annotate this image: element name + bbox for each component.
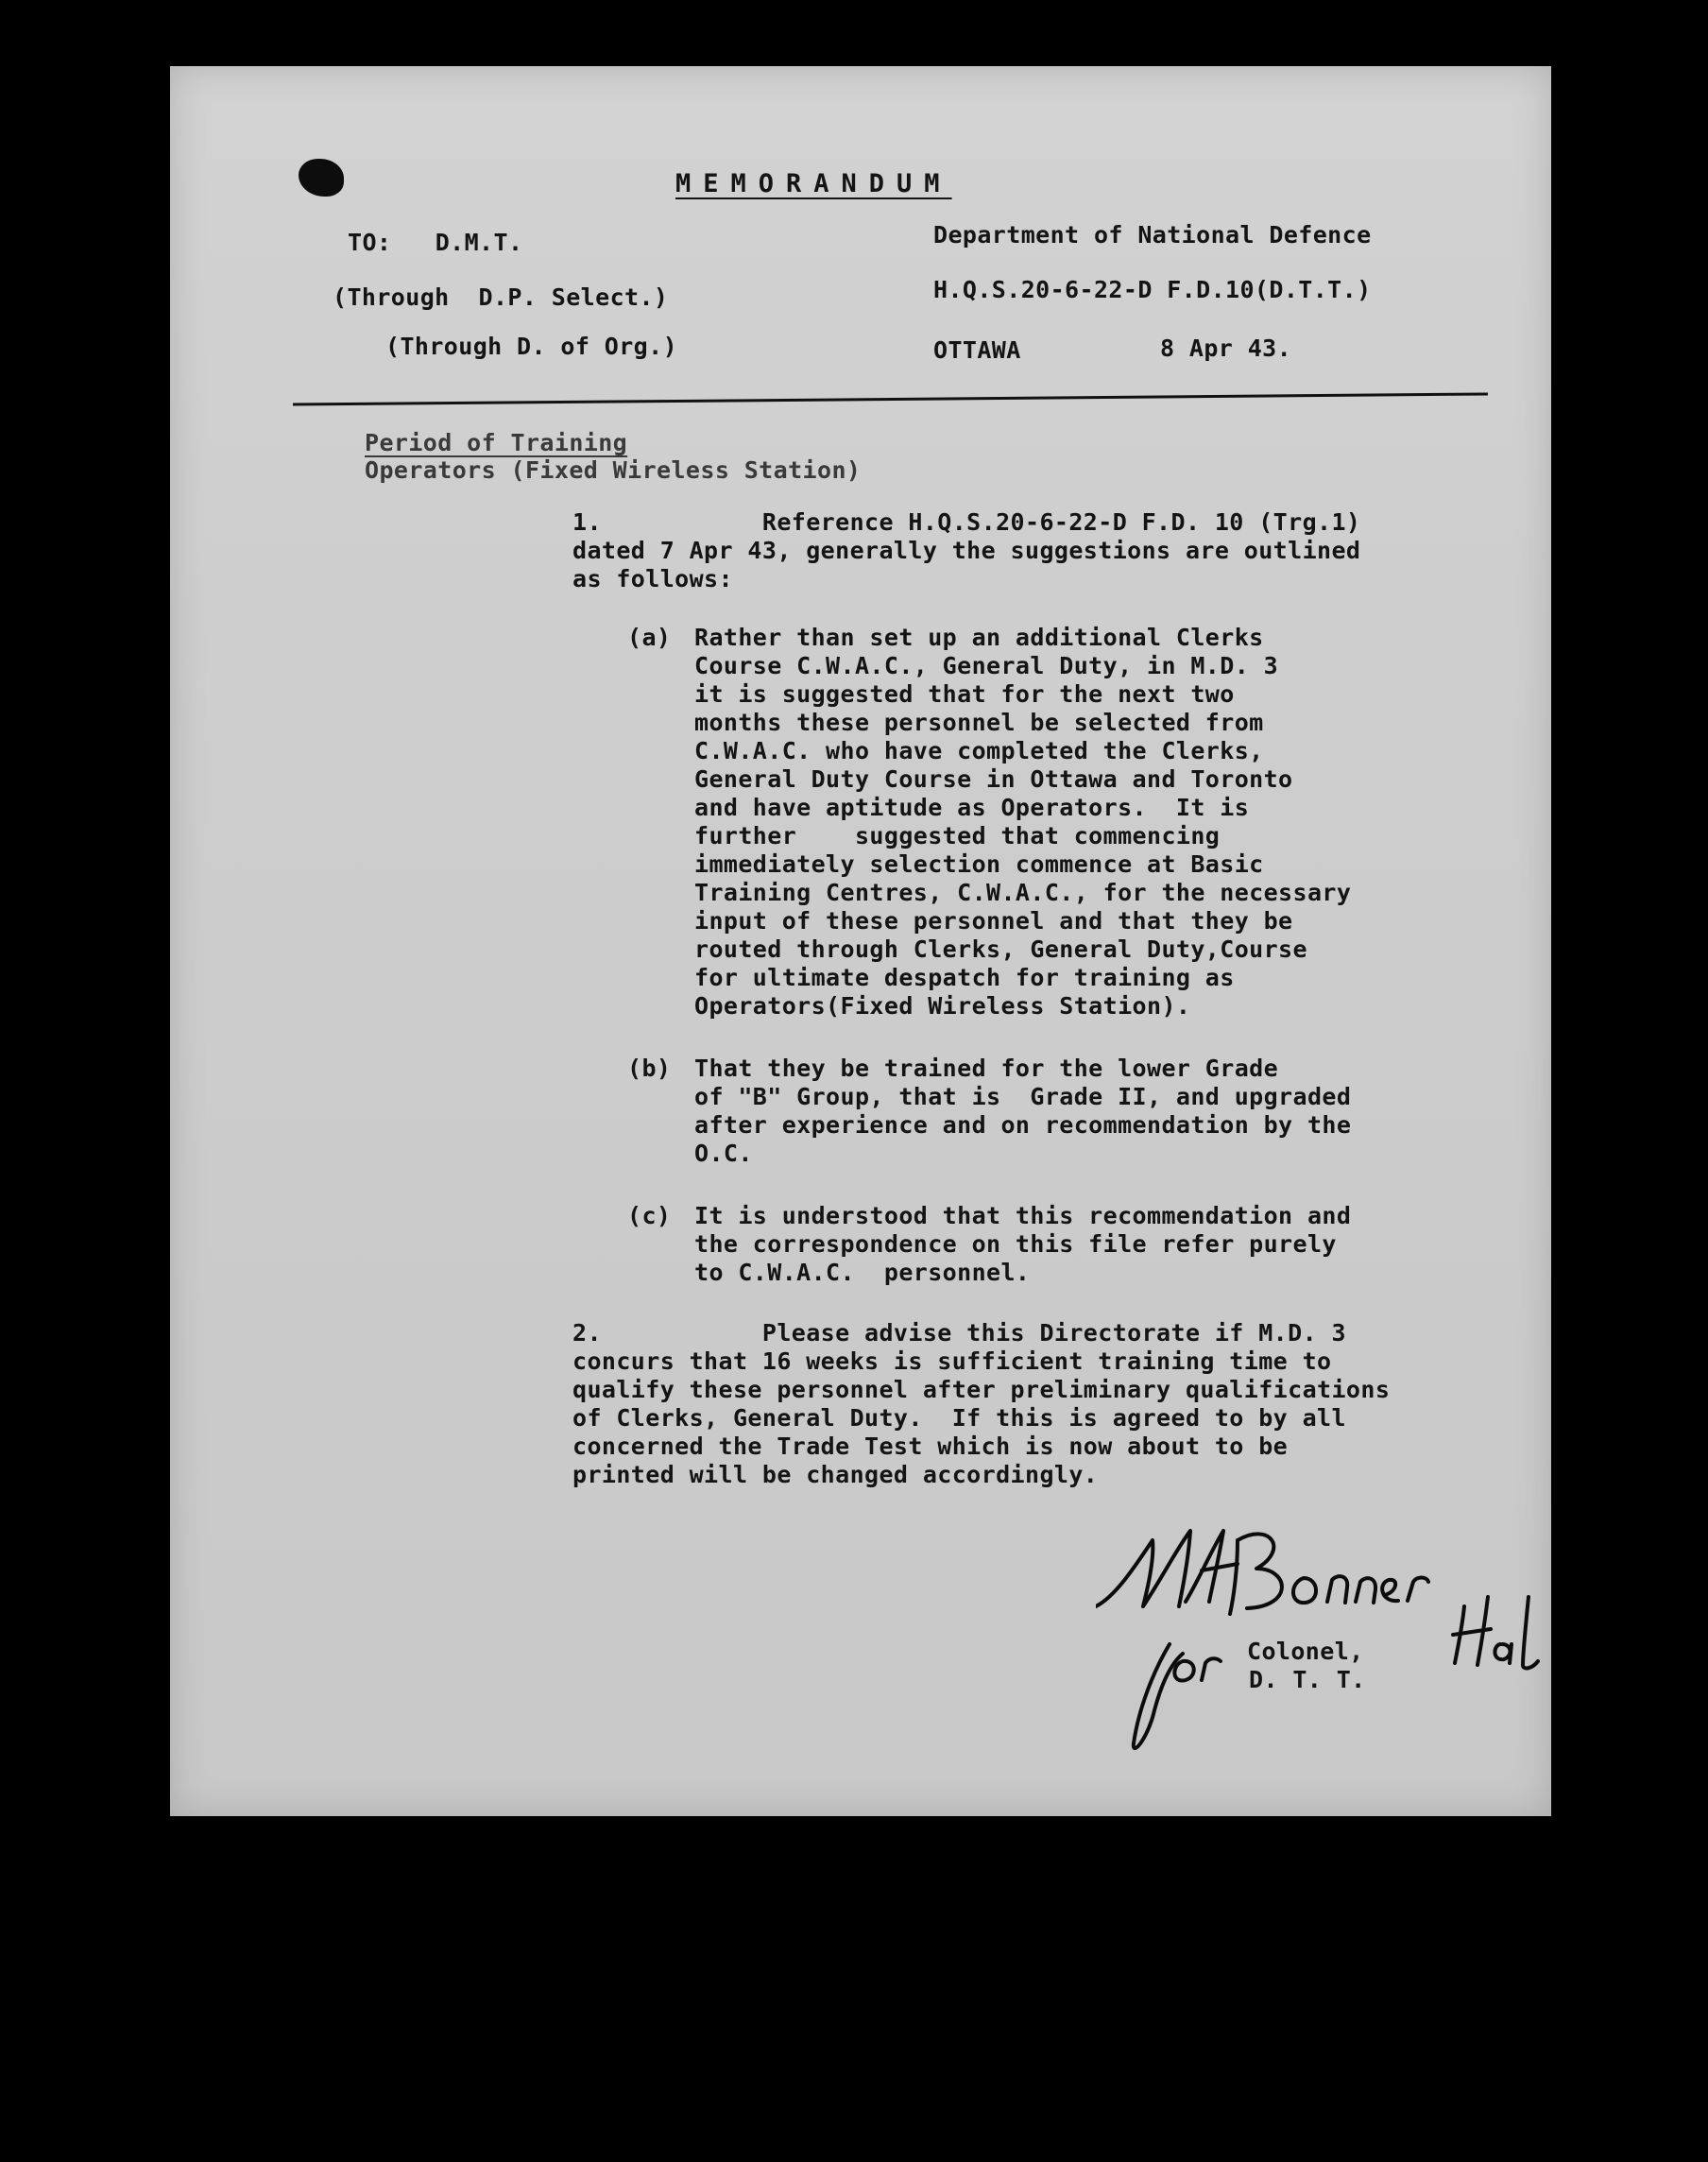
item-a-line: it is suggested that for the next two (694, 680, 1235, 708)
item-a-line: Operators(Fixed Wireless Station). (694, 992, 1191, 1020)
para2-line: 2. Please advise this Directorate if M.D. 3 (572, 1319, 1346, 1347)
memo-through-select: (Through D.P. Select.) (333, 283, 669, 311)
item-a-line: for ultimate despatch for training as (694, 964, 1235, 991)
item-a-line: Rather than set up an additional Clerks (694, 624, 1264, 651)
para2-line: concerned the Trade Test which is now about to be (572, 1433, 1289, 1460)
memo-through-org: (Through D. of Org.) (385, 333, 678, 360)
item-a-line: C.W.A.C. who have completed the Clerks, (694, 737, 1264, 764)
item-a-line: immediately selection commence at Basic (694, 850, 1264, 878)
item-a-line: routed through Clerks, General Duty,Course (694, 935, 1307, 963)
memo-file-number: H.Q.S.20-6-22-D F.D.10(D.T.T.) (933, 276, 1372, 303)
item-c-line: the correspondence on this file refer purely (694, 1230, 1337, 1258)
memo-to: TO: D.M.T. (348, 229, 523, 256)
item-b-line: O.C. (694, 1140, 753, 1167)
subject-line-1: Period of Training (365, 429, 628, 456)
memo-department: Department of National Defence (933, 221, 1372, 249)
para1-line: 1. Reference H.Q.S.20-6-22-D F.D. 10 (Trg.1) (572, 508, 1361, 536)
item-c-label: (c) (627, 1202, 672, 1229)
item-a-line: months these personnel be selected from (694, 709, 1264, 736)
para2-line: printed will be changed accordingly. (572, 1461, 1099, 1488)
memo-place: OTTAWA (933, 336, 1021, 364)
item-c-line: It is understood that this recommendation and (694, 1202, 1352, 1229)
item-a-line: Training Centres, C.W.A.C., for the necessary (694, 879, 1352, 906)
subject-line-2: Operators (Fixed Wireless Station) (365, 456, 862, 484)
item-b-label: (b) (627, 1055, 672, 1082)
item-a-line: and have aptitude as Operators. It is (694, 794, 1250, 821)
item-c-line: to C.W.A.C. personnel. (694, 1259, 1031, 1286)
para1-line: dated 7 Apr 43, generally the suggestions are outlined (572, 537, 1361, 564)
item-a-line: General Duty Course in Ottawa and Toronto (694, 765, 1293, 793)
item-b-line: after experience and on recommendation by the (694, 1111, 1352, 1139)
signature-block (1096, 1502, 1568, 1767)
item-a-line: input of these personnel and that they be (694, 907, 1293, 935)
item-b-line: of "B" Group, that is Grade II, and upgraded (694, 1083, 1352, 1110)
item-a-label: (a) (627, 624, 672, 651)
para2-line: concurs that 16 weeks is sufficient training time to (572, 1347, 1332, 1375)
para2-line: of Clerks, General Duty. If this is agreed to by all (572, 1404, 1346, 1432)
signatory-rank: Colonel, (1247, 1638, 1364, 1665)
para2-line: qualify these personnel after preliminary qualifications (572, 1376, 1391, 1403)
item-a-line: Course C.W.A.C., General Duty, in M.D. 3 (694, 652, 1279, 679)
signatory-appointment: D. T. T. (1249, 1666, 1366, 1693)
item-a-line: further suggested that commencing (694, 822, 1221, 849)
handwritten-signature (1096, 1502, 1568, 1767)
para1-line: as follows: (572, 565, 733, 592)
item-b-line: That they be trained for the lower Grade (694, 1055, 1279, 1082)
memo-date: 8 Apr 43. (1160, 335, 1292, 362)
memo-title: MEMORANDUM (675, 169, 952, 198)
